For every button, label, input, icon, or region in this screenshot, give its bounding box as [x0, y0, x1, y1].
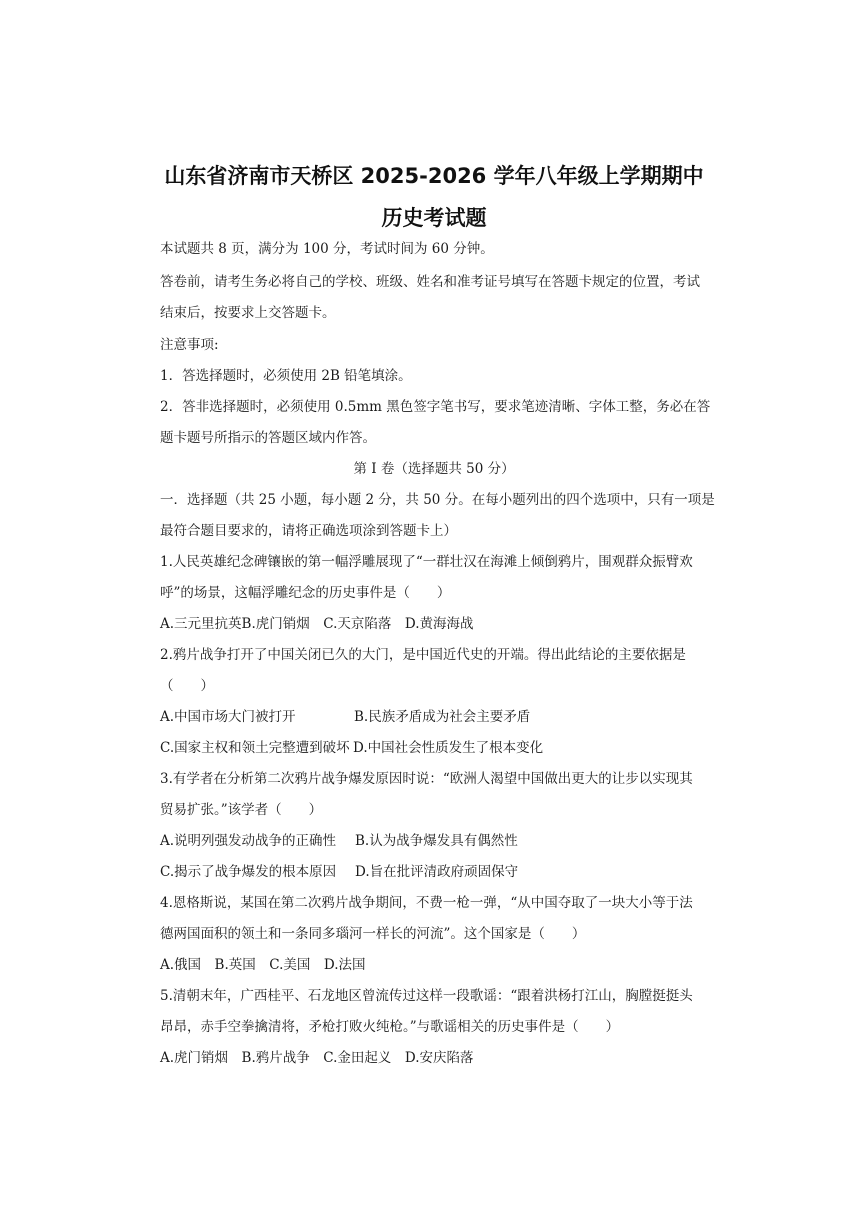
- question-1-stem-a: 1.人民英雄纪念碑镶嵌的第一幅浮雕展现了“一群壮汉在海滩上倾倒鸦片，围观群众振臂欢: [160, 554, 693, 570]
- question-3-option-c: C.揭示了战争爆发的根本原因: [160, 864, 337, 880]
- exam-subtitle: 历史考试题: [381, 206, 487, 230]
- instruction-line-2b: 结束后，按要求上交答题卡。: [160, 305, 336, 321]
- instruction-line-2a: 答卷前，请考生务必将自己的学校、班级、姓名和准考证号填写在答题卡规定的位置，考试: [160, 274, 700, 290]
- question-3-option-d: D.旨在批评清政府顽固保守: [355, 864, 519, 880]
- question-4-stem-b: 德两国面积的领土和一条同多瑙河一样长的河流”。这个国家是（ ）: [160, 926, 586, 942]
- instruction-line-1: 本试题共 8 页，满分为 100 分，考试时间为 60 分钟。: [160, 241, 494, 257]
- exam-title: 山东省济南市天桥区 2025-2026 学年八年级上学期期中: [164, 164, 704, 188]
- question-4-stem-a: 4.恩格斯说，某国在第二次鸦片战争期间，不费一枪一弹，“从中国夺取了一块大小等于法: [160, 895, 693, 911]
- question-4-options: A.俄国 B.英国 C.美国 D.法国: [160, 957, 366, 973]
- question-2-stem-a: 2.鸦片战争打开了中国关闭已久的大门，是中国近代史的开端。得出此结论的主要依据是: [160, 647, 686, 663]
- notice-title: 注意事项:: [160, 337, 219, 353]
- question-1-options: A.三元里抗英B.虎门销烟 C.天京陷落 D.黄海海战: [160, 616, 474, 632]
- question-2-option-b: B.民族矛盾成为社会主要矛盾: [354, 709, 531, 725]
- question-5-stem-b: 昂昂，赤手空拳擒清将，矛枪打败火纯枪。”与歌谣相关的历史事件是（ ）: [160, 1019, 620, 1035]
- question-5-stem-a: 5.清朝末年，广西桂平、石龙地区曾流传过这样一段歌谣：“跟着洪杨打江山，胸膛挺挺头: [160, 988, 693, 1004]
- question-2-stem-b: （ ）: [160, 678, 214, 694]
- notice-item-2a: 2．答非选择题时，必须使用 0.5mm 黑色签字笔书写，要求笔迹清晰、字体工整，务必在答: [160, 399, 711, 415]
- question-2-option-a: A.中国市场大门被打开: [160, 709, 296, 725]
- section-intro-b: 最符合题目要求的，请将正确选项涂到答题卡上）: [160, 523, 457, 539]
- question-1-stem-b: 呼”的场景，这幅浮雕纪念的历史事件是（ ）: [160, 585, 451, 601]
- question-3-option-b: B.认为战争爆发具有偶然性: [355, 833, 518, 849]
- section-intro-a: 一．选择题（共 25 小题，每小题 2 分，共 50 分。在每小题列出的四个选项中，只有一项是: [160, 492, 715, 508]
- question-2-option-c: C.国家主权和领土完整遭到破坏: [160, 740, 350, 756]
- question-3-option-a: A.说明列强发动战争的正确性: [160, 833, 337, 849]
- section-heading: 第 I 卷（选择题共 50 分）: [353, 461, 515, 477]
- question-5-options: A.虎门销烟 B.鸦片战争 C.金田起义 D.安庆陷落: [160, 1050, 474, 1066]
- question-3-stem-b: 贸易扩张。”该学者（ ）: [160, 802, 323, 818]
- question-2-option-d: D.中国社会性质发生了根本变化: [353, 740, 544, 756]
- notice-item-2b: 题卡题号所指示的答题区域内作答。: [160, 430, 376, 446]
- notice-item-1: 1．答选择题时，必须使用 2B 铅笔填涂。: [160, 368, 412, 384]
- question-3-stem-a: 3.有学者在分析第二次鸦片战争爆发原因时说：“欧洲人渴望中国做出更大的让步以实现其: [160, 771, 693, 787]
